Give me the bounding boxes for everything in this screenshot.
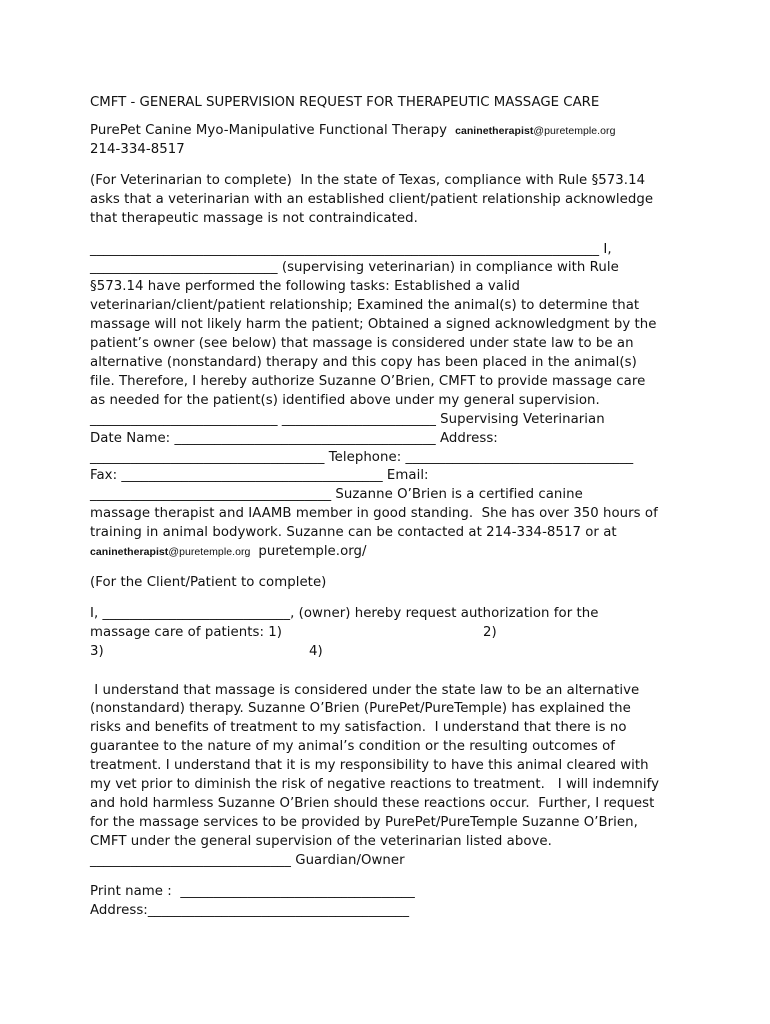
vet-body-line: ____________________________ (supervising veterinarian) in compliance with Rule (90, 260, 619, 276)
vet-body-line: as needed for the patient(s) identified above under my general supervision. (90, 392, 600, 408)
consent-line: treatment. I understand that it is my responsibility to have this animal cleared with (90, 758, 649, 774)
vet-telephone-line: ___________________________________ Telephone: __________________________________ (90, 449, 634, 465)
consent-line: and hold harmless Suzanne O’Brien should these reactions occur. Further, I request (90, 796, 655, 811)
guardian-signature-line: ______________________________ Guardian/Owner (90, 852, 405, 868)
vet-fax-email-line: Fax: _______________________________________ Email: (90, 468, 429, 484)
client-request-line: massage care of patients: 1) 2) (90, 624, 497, 640)
client-intro (90, 574, 690, 593)
consent-line: for the massage services to be provided by PurePet/PureTemple Suzanne O’Brien, (90, 814, 638, 830)
client-request-line: I, ____________________________, (owner) hereby request authorization for the (90, 605, 599, 621)
header-line (90, 122, 690, 141)
vet-body-line: patient’s owner (see below) that massage is considered under state law to be an (90, 336, 634, 352)
header-block (90, 122, 690, 160)
vet-date-name-line: Date Name: _______________________________________ Address: (90, 430, 498, 446)
document-title: CMFT - GENERAL SUPERVISION REQUEST FOR THERAPEUTIC MASSAGE CARE (90, 95, 600, 110)
vet-intro-line: that therapeutic massage is not contraindicated. (90, 210, 418, 226)
vet-body-line: massage therapist and IAAMB member in good standing. She has over 350 hours of (90, 506, 658, 522)
document-body (90, 93, 690, 920)
vet-intro-line: (For Veterinarian to complete) In the state of Texas, compliance with Rule §573.14 (90, 172, 646, 188)
vet-body-line: file. Therefore, I hereby authorize Suzanne O’Brien, CMFT to provide massage care (90, 373, 646, 389)
client-intro-line: (For the Client/Patient to complete) (90, 574, 327, 590)
print-name-line: Print name : ___________________________________ (90, 883, 415, 899)
client-request (90, 605, 690, 662)
consent-line: risks and benefits of treatment to my satisfaction. I understand that there is no (90, 720, 627, 736)
consent-line: I understand that massage is considered under the state law to be an alternative (90, 682, 640, 698)
vet-body-line: alternative (nonstandard) therapy and this copy has been placed in the animal(s) (90, 354, 637, 370)
vet-intro (90, 172, 690, 229)
address-line: Address:_______________________________________ (90, 902, 410, 918)
consent-line: (nonstandard) therapy. Suzanne O’Brien (PurePet/PureTemple) has explained the (90, 701, 631, 717)
vet-body-line: massage will not likely harm the patient; Obtained a signed acknowledgment by the (90, 317, 657, 333)
print-section (90, 883, 690, 921)
vet-section (90, 241, 690, 562)
vet-body-line: ____________________________________ Suzanne O’Brien is a certified canine (90, 487, 583, 503)
business-name: PurePet Canine Myo-Manipulative Functional Therapy (90, 123, 448, 138)
contact-email: caninetherapist@puretemple.org (90, 546, 251, 559)
vet-body-line: §573.14 have performed the following tasks: Established a valid (90, 279, 520, 295)
vet-body-line: veterinarian/client/patient relationship; Examined the animal(s) to determine that (90, 298, 640, 314)
vet-signature-line: ____________________________ _______________________ Supervising Veterinarian (90, 411, 605, 427)
consent-line: CMFT under the general supervision of the veterinarian listed above. (90, 833, 552, 849)
vet-intro-line: asks that a veterinarian with an established client/patient relationship acknowledge (90, 191, 654, 207)
vet-body-line: ____________________________________________________________________________ I, (90, 241, 612, 257)
consent-line: guarantee to the nature of my animal’s condition or the resulting outcomes of (90, 739, 615, 755)
contact-line (90, 543, 690, 562)
header-email: caninetherapist@puretemple.org (455, 125, 616, 137)
header-phone: 214-334-8517 (90, 141, 185, 157)
consent-line: my vet prior to diminish the risk of negative reactions to treatment. I will indemnify (90, 777, 660, 793)
client-request-line: 3) 4) (90, 643, 323, 659)
vet-body-line: training in animal bodywork. Suzanne can be contacted at 214-334-8517 or at (90, 525, 617, 541)
contact-website: puretemple.org/ (258, 544, 367, 560)
consent-section (90, 682, 690, 871)
